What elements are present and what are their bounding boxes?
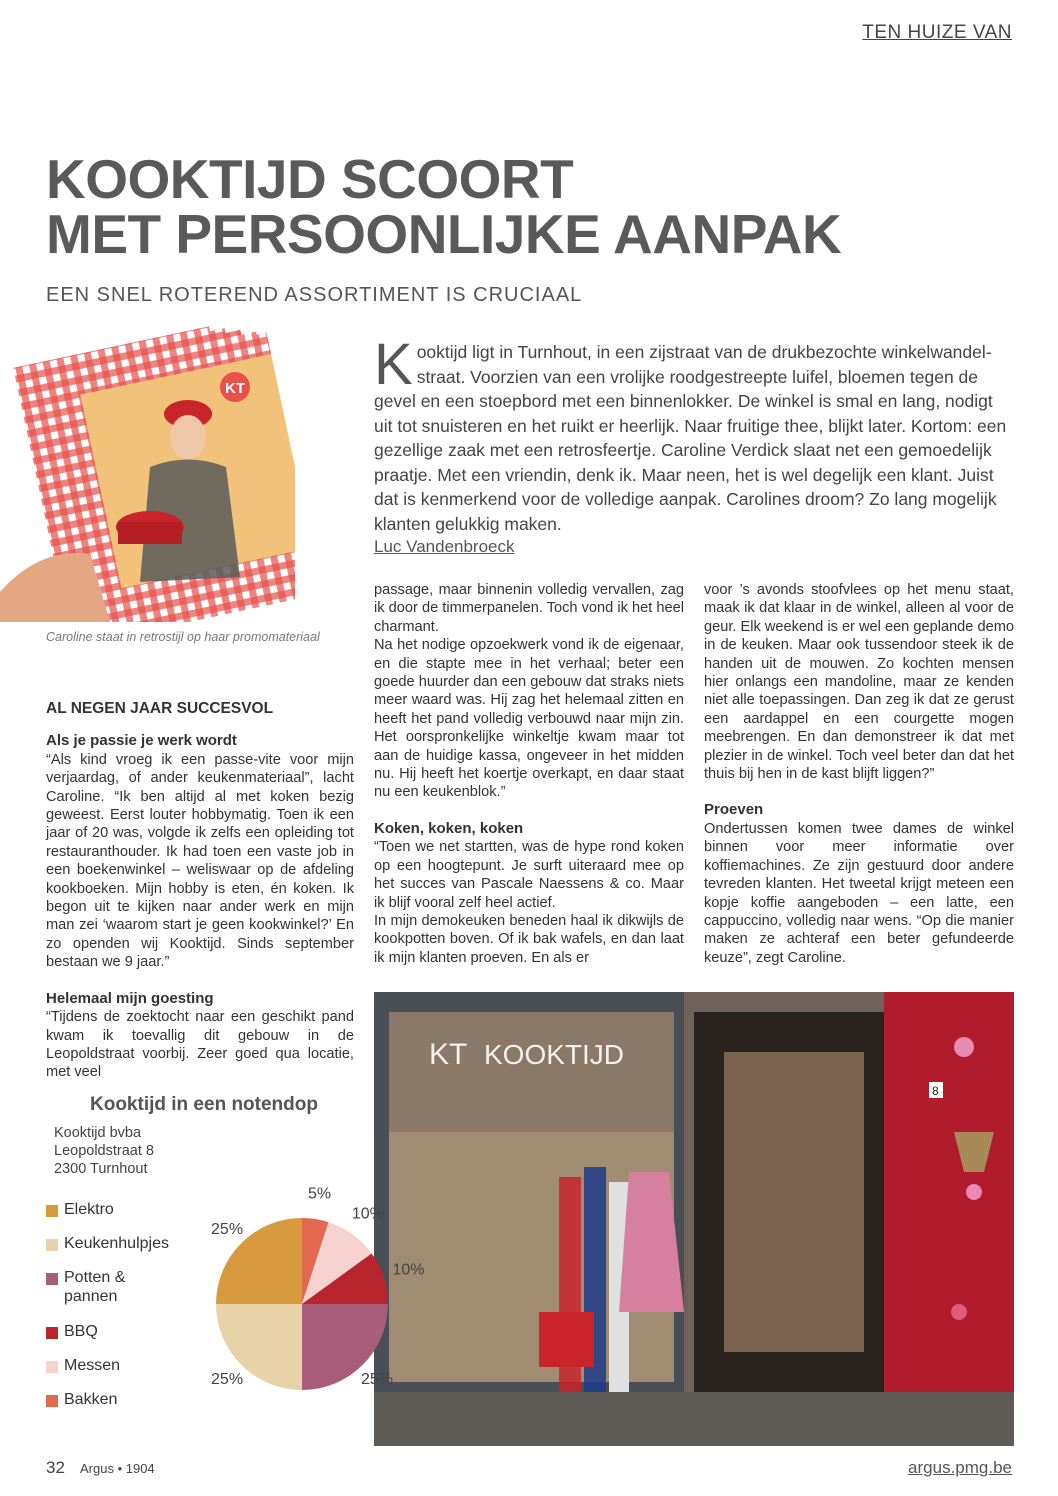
kt-logo-text: KT (225, 380, 245, 397)
legend-item (46, 1322, 98, 1341)
shop-photo-illustration (374, 992, 1014, 1446)
lead-text: ooktijd ligt in Turnhout, in een zijstraat van de drukbezochte winkelwandel-straat. Voorzien van een vrolijke roodgestreepte luifel, bloemen tegen de gevel en een stoepbord met een binnenlokker. De winkel is smal en lang, nodigt uit tot snuisteren en het ruikt er heerlijk. Naar fruitige thee, blijkt later. Kortom: een gezellige zaak met een retrosfeertje. Caroline Verdick slaat net een gemoedelijk praatje. Met een vriendin, denk ik. Maar neen, het is wel degelijk een klant. Juist dat is kenmerkend voor de volledige aanpak. Carolines droom? Zo lang mogelijk klanten gelukkig maken. (374, 342, 1007, 534)
legend-swatch (46, 1239, 58, 1251)
legend-item (46, 1268, 125, 1306)
publication-name: Argus • 1904 (80, 1461, 155, 1476)
promo-photo-illustration (0, 322, 295, 622)
legend-label: Keukenhulpjes (64, 1235, 169, 1252)
legend-swatch (46, 1273, 58, 1285)
legend-label: Bakken (64, 1391, 118, 1408)
column-2 (374, 581, 684, 967)
infobox-title: Kooktijd in een notendop (90, 1094, 318, 1115)
article-title (46, 148, 946, 265)
column-3 (704, 581, 1014, 967)
column-1 (46, 700, 354, 1082)
paragraph: In mijn demokeuken beneden haal ik dikwijls de kookpotten boven. Of ik bak wafels, en dan laat ik mijn klanten proeven. En als er (374, 912, 684, 966)
section-tag: TEN HUIZE VAN (862, 22, 1012, 43)
paragraph: voor ’s avonds stoofvlees op het menu staat, maak ik dat klaar in de winkel, alleen al voor de geur. Elk weekend is er wel een geplande demo in de keuken. Maar ook tussendoor steek ik de handen uit de mouwen. Zo kochten mensen hier onlangs een mandoline, maar ze kenden niet alle toepassingen. Dan zeg ik dat ze gerust een aardappel en een courgette mogen meebrengen. En dan demonstreer ik dat met plezier in de winkel. Toch veel beter dan dat het thuis bij hen in de kast blijft liggen?” (704, 582, 1014, 783)
website-link[interactable]: argus.pmg.be (908, 1458, 1012, 1477)
legend-label: Messen (64, 1357, 121, 1374)
paragraph: “Toen we net startten, was de hype rond koken op een hoogtepunt. Je surft uiteraard mee op het succes van Pascale Naessens & co. Maar ik blijf vooral zelf heel actief. (374, 839, 684, 911)
legend-swatch (46, 1395, 58, 1407)
legend-label: BBQ (64, 1323, 98, 1340)
pie-chart (180, 1180, 440, 1410)
subheading: Als je passie je werk wordt (46, 732, 237, 750)
legend-item (46, 1390, 117, 1409)
paragraph: Na het nodige opzoekwerk vond ik de eigenaar, en die stapte mee in het verhaal; beter een goede huurder dan een gebouw dat straks niets meer waard was. Hij zag het helemaal zitten en heeft het pand volledig verbouwd naar mijn zin. Het oorspronkelijke winkeltje kwam maar tot aan de huidige kassa, ongeveer in het midden nu. Hij heeft het koertje overkapt, en daar staat nu een keukenblok.” (374, 637, 684, 801)
subheading: Koken, koken, koken (374, 819, 524, 837)
title-line-1: KOOKTIJD SCOORT (46, 148, 574, 210)
legend-swatch (46, 1205, 58, 1217)
subheading: Helemaal mijn goesting (46, 989, 214, 1007)
shop-logo-text: KT (429, 1038, 468, 1071)
lead-paragraph (374, 332, 1014, 536)
pie-label: 10% (392, 1261, 425, 1279)
legend-item (46, 1356, 120, 1375)
legend-item (46, 1234, 169, 1253)
drop-cap: K (374, 332, 413, 397)
legend-label: Elektro (64, 1201, 114, 1218)
address-line: Kooktijd bvba (54, 1125, 142, 1141)
paragraph: “Tijdens de zoektocht naar een geschikt pand kwam ik toevallig dit gebouw in de Leopoldstraat voorbij. Zeer goed qua locatie, met veel (46, 1009, 354, 1081)
legend-swatch (46, 1361, 58, 1373)
promo-photo (0, 322, 295, 622)
paragraph: Ondertussen komen twee dames de winkel binnen voor meer informatie over koffiemachines. Ze zijn gestuurd door andere tevreden klanten. Het tweetal krijgt meteen een kopje koffie aangeboden – een latte, een cappuccino, volledig naar wens. “Op die manier maken ze achteraf een beter gefundeerde keuze”, zegt Caroline. (704, 820, 1014, 966)
legend-label: Potten & pannen (64, 1269, 126, 1305)
legend-item (46, 1200, 114, 1219)
infobox-address (54, 1124, 154, 1178)
legend-swatch (46, 1327, 58, 1339)
shop-sign-text: KOOKTIJD (484, 1039, 625, 1070)
author-byline: Luc Vandenbroeck (374, 537, 515, 556)
pie-label: 25% (211, 1370, 244, 1388)
paragraph: “Als kind vroeg ik een passe-vite voor mijn verjaardag, of ander keukenmateriaal”, lacht Caroline. “Ik ben altijd al met koken bezig geweest. Eerst louter hobbymatig. Toen ik een jaar of 20 was, volgde ik zelfs een opleiding tot restauranthouder. Ik had toen een vaste job in een boekenwinkel – weliswaar op de afdeling kookboeken. Mijn hobby is eten, én koken. Ik begon uit te kijken naar ander werk en mijn man zei ‘waarom start je geen kookwinkel?’ En zo openden wij Kooktijd. Sinds september bestaan we 9 jaar.” (46, 751, 354, 971)
pie-label: 10% (351, 1205, 384, 1223)
page-number: 32 (46, 1458, 65, 1477)
shop-photo (374, 992, 1014, 1446)
address-line: Leopoldstraat 8 (54, 1143, 154, 1159)
photo-caption: Caroline staat in retrostijl op haar promomateriaal (46, 630, 320, 644)
pie-label: 25% (360, 1370, 393, 1388)
subheading: Proeven (704, 801, 764, 819)
article-subtitle: EEN SNEL ROTEREND ASSORTIMENT IS CRUCIAAL (46, 284, 583, 306)
section-heading: AL NEGEN JAAR SUCCESVOL (46, 700, 274, 717)
address-line: 2300 Turnhout (54, 1161, 148, 1177)
house-number: 8 (932, 1084, 939, 1098)
title-line-2: MET PERSOONLIJKE AANPAK (46, 203, 842, 265)
paragraph: passage, maar binnenin volledig vervallen, zag ik door de timmerpanelen. Toch vond ik het heel charmant. (374, 582, 684, 635)
pie-label: 25% (211, 1221, 244, 1239)
pie-label: 5% (307, 1185, 332, 1203)
